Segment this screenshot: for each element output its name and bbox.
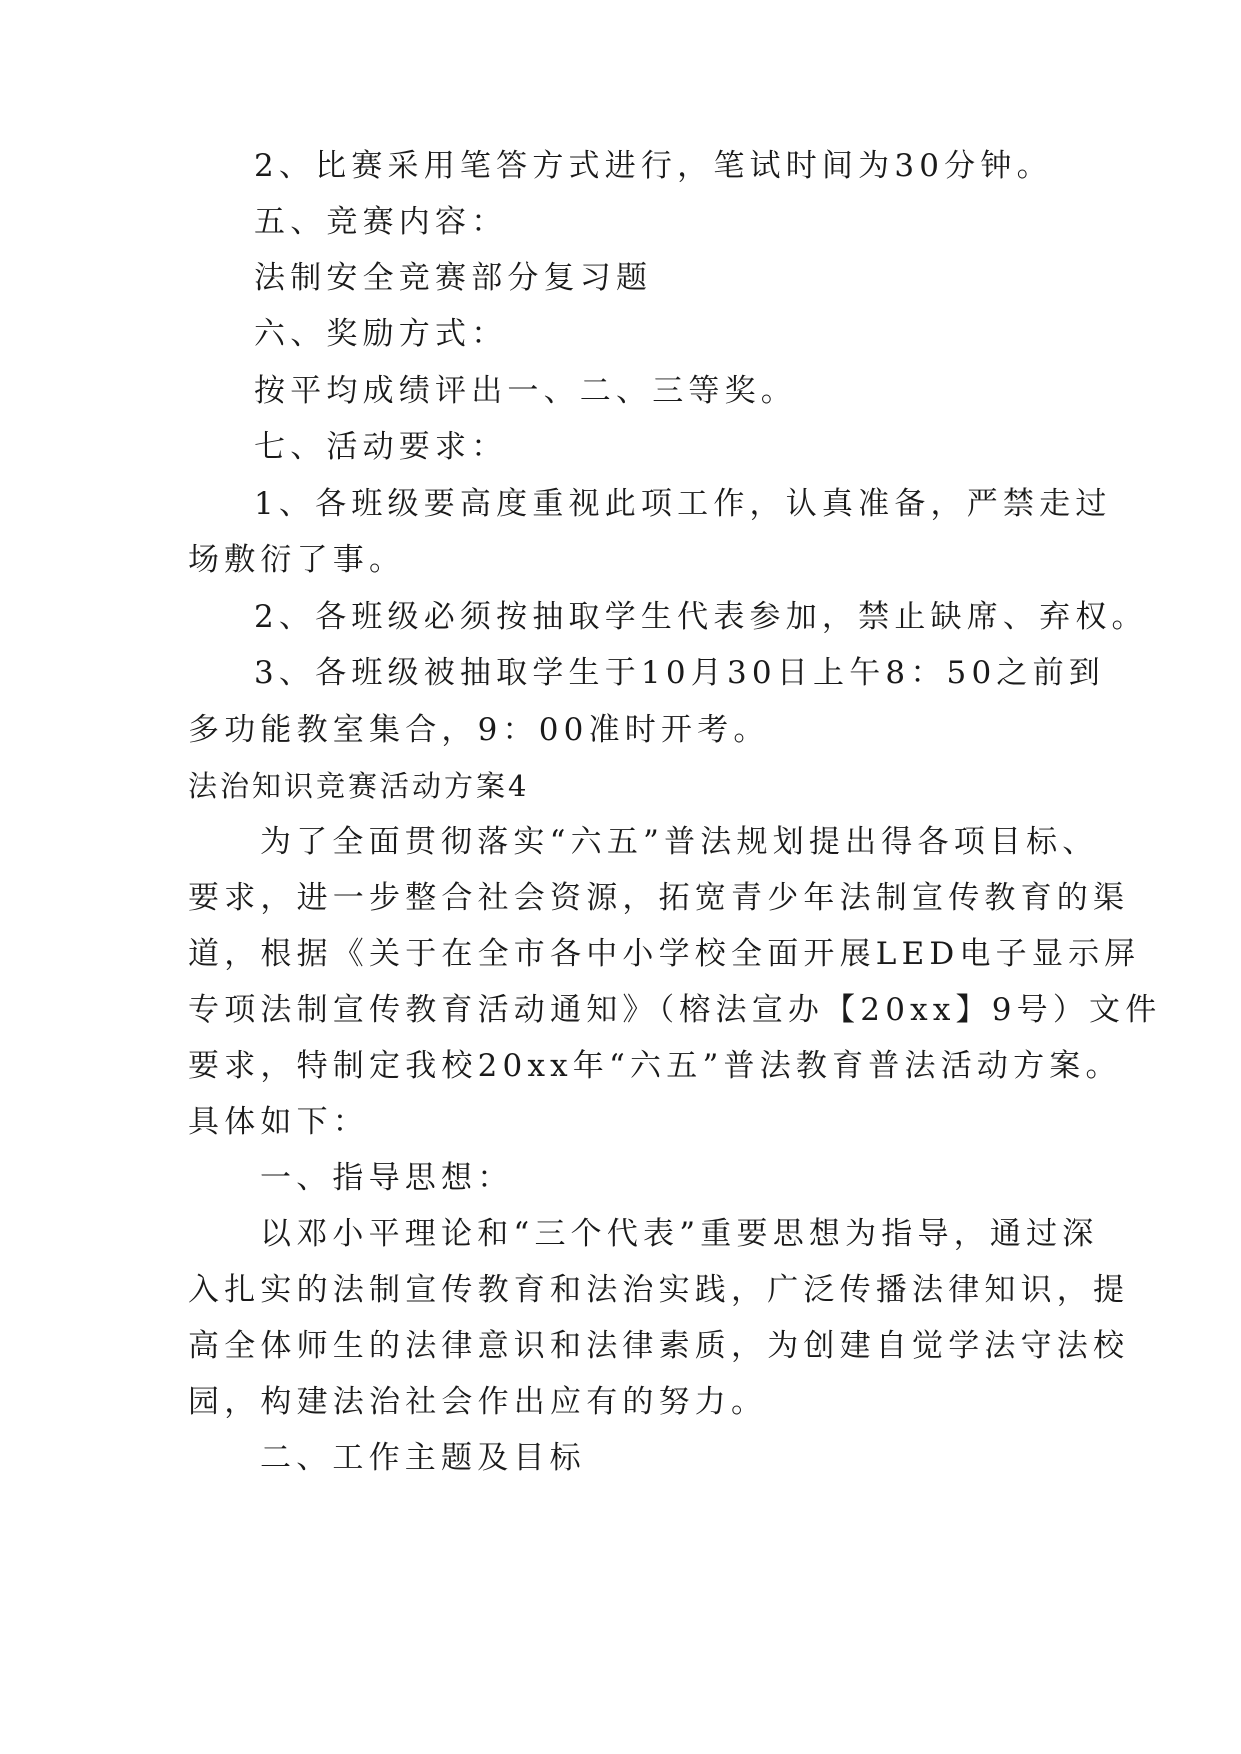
paragraph-line: 具体如下： <box>188 1104 369 1140</box>
section-heading-2: 二、工作主题及目标 <box>260 1440 586 1476</box>
paragraph-line: 法制安全竞赛部分复习题 <box>254 260 653 296</box>
paragraph-line: 高全体师生的法律意识和法律素质，为创建自觉学法守法校 <box>188 1328 1130 1364</box>
paragraph-line: 2、比赛采用笔答方式进行，笔试时间为30分钟。 <box>254 148 1053 184</box>
paragraph-line: 要求，进一步整合社会资源，拓宽青少年法制宣传教育的渠 <box>188 880 1130 916</box>
paragraph-line: 3、各班级被抽取学生于10月30日上午8：50之前到 <box>254 655 1105 691</box>
section-heading-7: 七、活动要求： <box>254 429 508 465</box>
paragraph-line: 多功能教室集合，9：00准时开考。 <box>188 712 770 748</box>
paragraph-line: 场敷衍了事。 <box>188 542 406 578</box>
paragraph-line: 入扎实的法制宣传教育和法治实践，广泛传播法律知识，提 <box>188 1272 1130 1308</box>
paragraph-line: 专项法制宣传教育活动通知》（榕法宣办【20xx】9号）文件 <box>188 992 1162 1028</box>
paragraph-line: 1、各班级要高度重视此项工作，认真准备，严禁走过 <box>254 486 1112 522</box>
document-title: 法治知识竞赛活动方案4 <box>188 769 530 803</box>
paragraph-line: 为了全面贯彻落实“六五”普法规划提出得各项目标、 <box>260 824 1099 860</box>
paragraph-line: 2、各班级必须按抽取学生代表参加，禁止缺席、弃权。 <box>254 599 1148 635</box>
section-heading-6: 六、奖励方式： <box>254 316 508 352</box>
section-heading-5: 五、竞赛内容： <box>254 204 508 240</box>
paragraph-line: 道，根据《关于在全市各中小学校全面开展LED电子显示屏 <box>188 936 1141 972</box>
paragraph-line: 按平均成绩评出一、二、三等奖。 <box>254 373 797 409</box>
paragraph-line: 以邓小平理论和“三个代表”重要思想为指导，通过深 <box>260 1216 1099 1252</box>
paragraph-line: 园，构建法治社会作出应有的努力。 <box>188 1384 768 1420</box>
section-heading-1: 一、指导思想： <box>260 1160 514 1196</box>
paragraph-line: 要求，特制定我校20xx年“六五”普法教育普法活动方案。 <box>188 1048 1122 1084</box>
